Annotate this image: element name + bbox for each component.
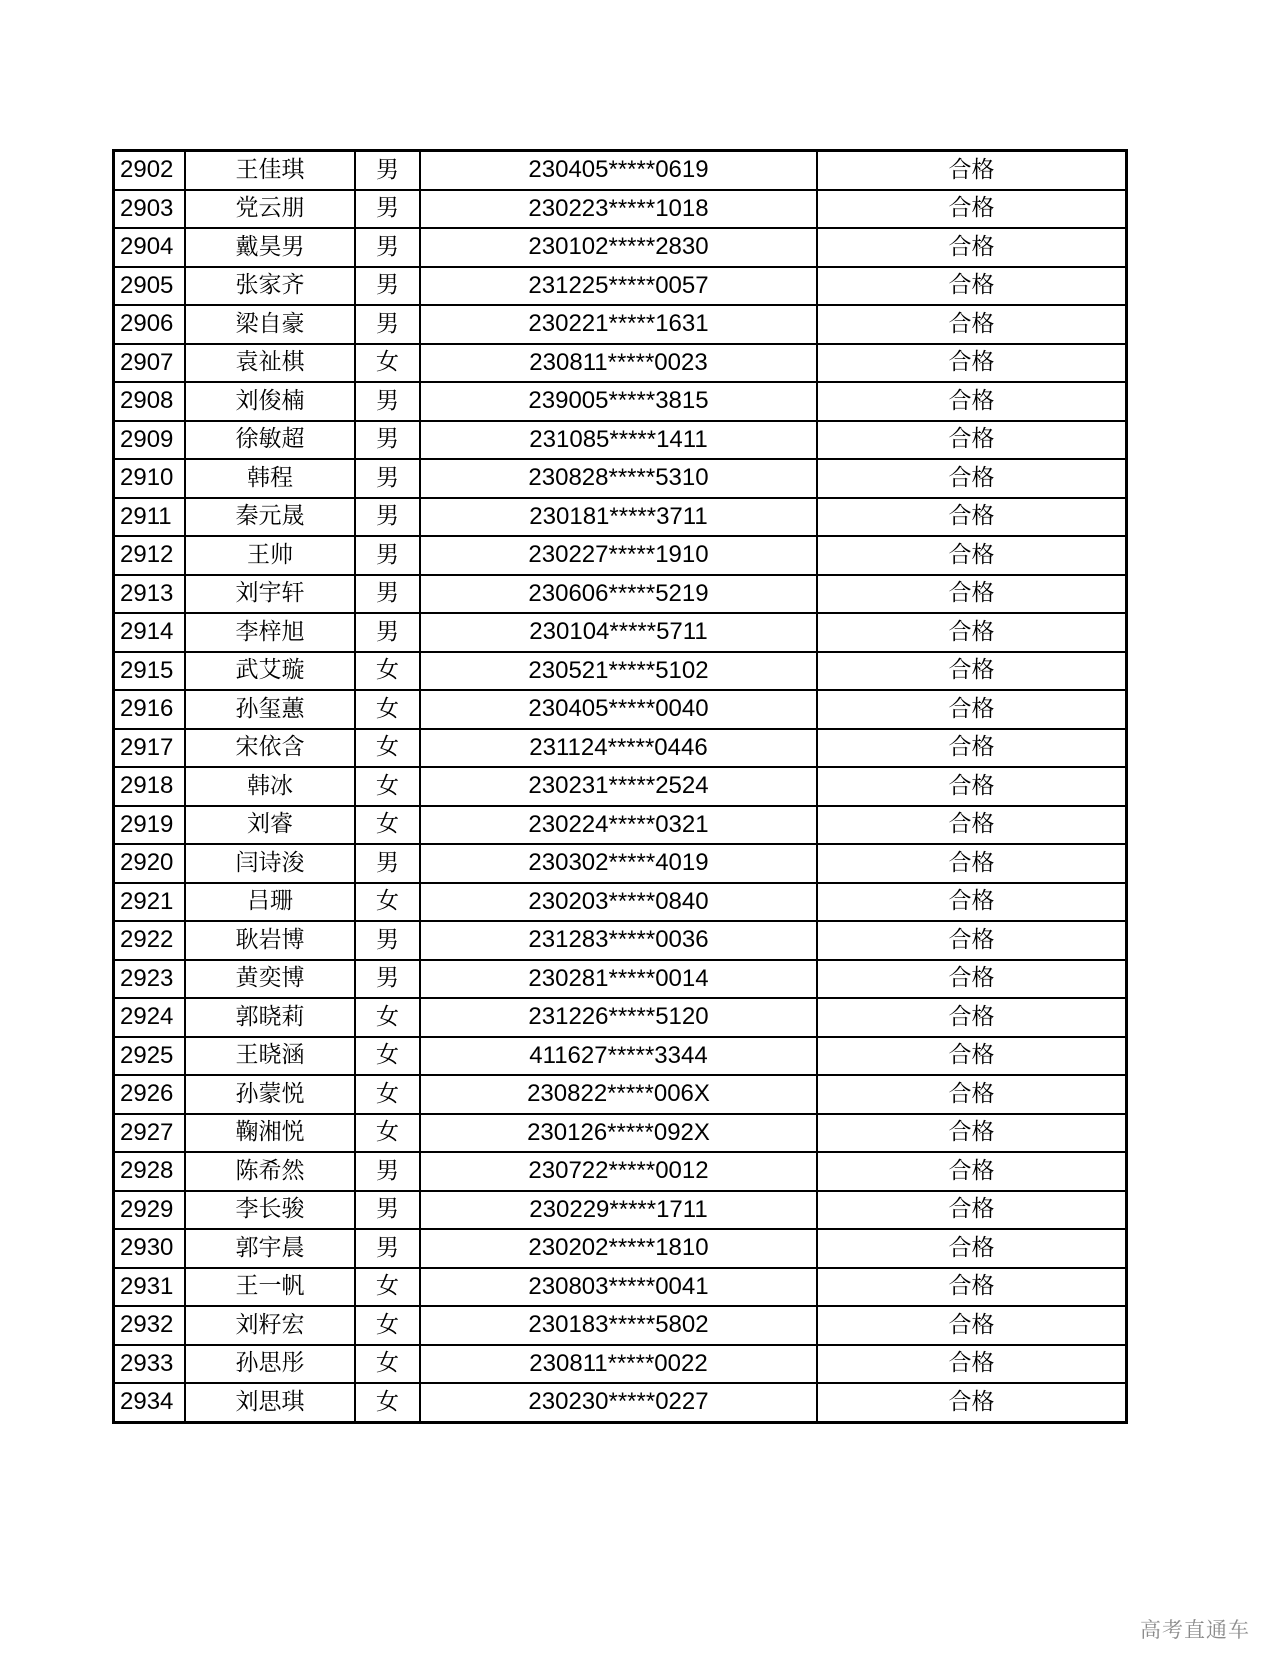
result-cell: 合格 — [817, 421, 1127, 460]
table-row — [114, 883, 1127, 922]
result-cell: 合格 — [817, 652, 1127, 691]
name-cell: 韩冰 — [185, 767, 355, 806]
id-number-cell: 230231*****2524 — [420, 767, 817, 806]
result-cell: 合格 — [817, 228, 1127, 267]
id-number-cell: 231283*****0036 — [420, 921, 817, 960]
result-cell: 合格 — [817, 382, 1127, 421]
gender-cell: 男 — [355, 613, 420, 652]
id-number-cell: 230224*****0321 — [420, 806, 817, 845]
id-number-cell: 230606*****5219 — [420, 575, 817, 614]
id-number-cell: 230828*****5310 — [420, 459, 817, 498]
table-row — [114, 421, 1127, 460]
gender-cell: 女 — [355, 729, 420, 768]
id-number-cell: 231226*****5120 — [420, 998, 817, 1037]
result-cell: 合格 — [817, 921, 1127, 960]
name-cell: 武艾璇 — [185, 652, 355, 691]
row-number-cell: 2928 — [114, 1152, 186, 1191]
result-cell: 合格 — [817, 305, 1127, 344]
name-cell: 王佳琪 — [185, 151, 355, 190]
id-number-cell: 230181*****3711 — [420, 498, 817, 537]
id-number-cell: 230405*****0040 — [420, 690, 817, 729]
gender-cell: 女 — [355, 1306, 420, 1345]
row-number-cell: 2930 — [114, 1229, 186, 1268]
result-cell: 合格 — [817, 729, 1127, 768]
table-row — [114, 1191, 1127, 1230]
gender-cell: 女 — [355, 1345, 420, 1384]
row-number-cell: 2919 — [114, 806, 186, 845]
id-number-cell: 230405*****0619 — [420, 151, 817, 190]
row-number-cell: 2908 — [114, 382, 186, 421]
row-number-cell: 2923 — [114, 960, 186, 999]
name-cell: 孙玺蕙 — [185, 690, 355, 729]
roster-table — [112, 149, 1128, 1424]
result-cell: 合格 — [817, 498, 1127, 537]
gender-cell: 女 — [355, 344, 420, 383]
gender-cell: 男 — [355, 267, 420, 306]
id-number-cell: 411627*****3344 — [420, 1037, 817, 1076]
result-cell: 合格 — [817, 1345, 1127, 1384]
result-cell: 合格 — [817, 1229, 1127, 1268]
row-number-cell: 2917 — [114, 729, 186, 768]
name-cell: 王晓涵 — [185, 1037, 355, 1076]
name-cell: 党云朋 — [185, 190, 355, 229]
name-cell: 王帅 — [185, 536, 355, 575]
gender-cell: 男 — [355, 421, 420, 460]
table-row — [114, 921, 1127, 960]
row-number-cell: 2915 — [114, 652, 186, 691]
name-cell: 刘俊楠 — [185, 382, 355, 421]
id-number-cell: 230202*****1810 — [420, 1229, 817, 1268]
id-number-cell: 231225*****0057 — [420, 267, 817, 306]
row-number-cell: 2927 — [114, 1114, 186, 1153]
table-row — [114, 228, 1127, 267]
id-number-cell: 230221*****1631 — [420, 305, 817, 344]
result-cell: 合格 — [817, 1075, 1127, 1114]
result-cell: 合格 — [817, 459, 1127, 498]
gender-cell: 男 — [355, 844, 420, 883]
table-row — [114, 729, 1127, 768]
result-cell: 合格 — [817, 536, 1127, 575]
row-number-cell: 2922 — [114, 921, 186, 960]
id-number-cell: 230521*****5102 — [420, 652, 817, 691]
result-cell: 合格 — [817, 267, 1127, 306]
gender-cell: 女 — [355, 998, 420, 1037]
name-cell: 闫诗浚 — [185, 844, 355, 883]
table-row — [114, 382, 1127, 421]
table-row — [114, 459, 1127, 498]
name-cell: 郭晓莉 — [185, 998, 355, 1037]
row-number-cell: 2914 — [114, 613, 186, 652]
row-number-cell: 2912 — [114, 536, 186, 575]
table-row — [114, 1152, 1127, 1191]
table-row — [114, 1383, 1127, 1422]
table-row — [114, 1345, 1127, 1384]
result-cell: 合格 — [817, 613, 1127, 652]
id-number-cell: 239005*****3815 — [420, 382, 817, 421]
id-number-cell: 230229*****1711 — [420, 1191, 817, 1230]
table-row — [114, 267, 1127, 306]
id-number-cell: 230223*****1018 — [420, 190, 817, 229]
result-cell: 合格 — [817, 960, 1127, 999]
gender-cell: 女 — [355, 652, 420, 691]
name-cell: 孙思彤 — [185, 1345, 355, 1384]
name-cell: 吕珊 — [185, 883, 355, 922]
name-cell: 王一帆 — [185, 1268, 355, 1307]
watermark-text: 高考直通车 — [1140, 1618, 1250, 1642]
table-row — [114, 844, 1127, 883]
id-number-cell: 231124*****0446 — [420, 729, 817, 768]
name-cell: 梁自豪 — [185, 305, 355, 344]
name-cell: 鞠湘悦 — [185, 1114, 355, 1153]
id-number-cell: 230227*****1910 — [420, 536, 817, 575]
result-cell: 合格 — [817, 998, 1127, 1037]
id-number-cell: 230230*****0227 — [420, 1383, 817, 1422]
row-number-cell: 2913 — [114, 575, 186, 614]
name-cell: 李梓旭 — [185, 613, 355, 652]
row-number-cell: 2904 — [114, 228, 186, 267]
name-cell: 郭宇晨 — [185, 1229, 355, 1268]
gender-cell: 男 — [355, 575, 420, 614]
table-row — [114, 613, 1127, 652]
row-number-cell: 2903 — [114, 190, 186, 229]
result-cell: 合格 — [817, 575, 1127, 614]
gender-cell: 女 — [355, 883, 420, 922]
row-number-cell: 2925 — [114, 1037, 186, 1076]
name-cell: 陈希然 — [185, 1152, 355, 1191]
table-row — [114, 652, 1127, 691]
id-number-cell: 230281*****0014 — [420, 960, 817, 999]
result-cell: 合格 — [817, 1037, 1127, 1076]
row-number-cell: 2916 — [114, 690, 186, 729]
result-cell: 合格 — [817, 190, 1127, 229]
table-row — [114, 190, 1127, 229]
result-cell: 合格 — [817, 151, 1127, 190]
result-cell: 合格 — [817, 1268, 1127, 1307]
result-cell: 合格 — [817, 344, 1127, 383]
result-cell: 合格 — [817, 690, 1127, 729]
table-row — [114, 344, 1127, 383]
result-cell: 合格 — [817, 1306, 1127, 1345]
table-row — [114, 1229, 1127, 1268]
row-number-cell: 2905 — [114, 267, 186, 306]
gender-cell: 男 — [355, 1152, 420, 1191]
row-number-cell: 2921 — [114, 883, 186, 922]
row-number-cell: 2931 — [114, 1268, 186, 1307]
name-cell: 戴昊男 — [185, 228, 355, 267]
gender-cell: 男 — [355, 228, 420, 267]
gender-cell: 男 — [355, 305, 420, 344]
row-number-cell: 2902 — [114, 151, 186, 190]
row-number-cell: 2909 — [114, 421, 186, 460]
id-number-cell: 230811*****0023 — [420, 344, 817, 383]
result-cell: 合格 — [817, 883, 1127, 922]
id-number-cell: 230811*****0022 — [420, 1345, 817, 1384]
id-number-cell: 230203*****0840 — [420, 883, 817, 922]
name-cell: 袁祉棋 — [185, 344, 355, 383]
table-row — [114, 1268, 1127, 1307]
result-cell: 合格 — [817, 1191, 1127, 1230]
table-row — [114, 1114, 1127, 1153]
name-cell: 秦元晟 — [185, 498, 355, 537]
gender-cell: 男 — [355, 190, 420, 229]
table-row — [114, 498, 1127, 537]
name-cell: 李长骏 — [185, 1191, 355, 1230]
result-cell: 合格 — [817, 1152, 1127, 1191]
gender-cell: 男 — [355, 151, 420, 190]
id-number-cell: 230102*****2830 — [420, 228, 817, 267]
gender-cell: 女 — [355, 806, 420, 845]
name-cell: 宋依含 — [185, 729, 355, 768]
id-number-cell: 230803*****0041 — [420, 1268, 817, 1307]
row-number-cell: 2911 — [114, 498, 186, 537]
table-row — [114, 960, 1127, 999]
id-number-cell: 230722*****0012 — [420, 1152, 817, 1191]
row-number-cell: 2918 — [114, 767, 186, 806]
gender-cell: 女 — [355, 767, 420, 806]
result-cell: 合格 — [817, 1383, 1127, 1422]
row-number-cell: 2906 — [114, 305, 186, 344]
id-number-cell: 230126*****092X — [420, 1114, 817, 1153]
row-number-cell: 2924 — [114, 998, 186, 1037]
gender-cell: 男 — [355, 921, 420, 960]
name-cell: 徐敏超 — [185, 421, 355, 460]
name-cell: 刘思琪 — [185, 1383, 355, 1422]
gender-cell: 女 — [355, 1075, 420, 1114]
name-cell: 刘籽宏 — [185, 1306, 355, 1345]
result-cell: 合格 — [817, 1114, 1127, 1153]
table-row — [114, 1075, 1127, 1114]
row-number-cell: 2907 — [114, 344, 186, 383]
gender-cell: 女 — [355, 690, 420, 729]
gender-cell: 女 — [355, 1268, 420, 1307]
table-row — [114, 767, 1127, 806]
table-row — [114, 998, 1127, 1037]
roster-table-body — [114, 151, 1127, 1423]
table-row — [114, 1037, 1127, 1076]
id-number-cell: 230822*****006X — [420, 1075, 817, 1114]
name-cell: 韩程 — [185, 459, 355, 498]
gender-cell: 男 — [355, 960, 420, 999]
id-number-cell: 230104*****5711 — [420, 613, 817, 652]
gender-cell: 男 — [355, 459, 420, 498]
name-cell: 刘睿 — [185, 806, 355, 845]
result-cell: 合格 — [817, 844, 1127, 883]
row-number-cell: 2929 — [114, 1191, 186, 1230]
id-number-cell: 230302*****4019 — [420, 844, 817, 883]
gender-cell: 男 — [355, 382, 420, 421]
gender-cell: 女 — [355, 1114, 420, 1153]
result-cell: 合格 — [817, 806, 1127, 845]
row-number-cell: 2932 — [114, 1306, 186, 1345]
name-cell: 张家齐 — [185, 267, 355, 306]
row-number-cell: 2934 — [114, 1383, 186, 1422]
row-number-cell: 2926 — [114, 1075, 186, 1114]
result-cell: 合格 — [817, 767, 1127, 806]
gender-cell: 女 — [355, 1037, 420, 1076]
table-row — [114, 305, 1127, 344]
name-cell: 黄奕博 — [185, 960, 355, 999]
table-row — [114, 690, 1127, 729]
name-cell: 耿岩博 — [185, 921, 355, 960]
table-row — [114, 1306, 1127, 1345]
gender-cell: 男 — [355, 1191, 420, 1230]
name-cell: 刘宇轩 — [185, 575, 355, 614]
gender-cell: 男 — [355, 498, 420, 537]
gender-cell: 男 — [355, 536, 420, 575]
id-number-cell: 230183*****5802 — [420, 1306, 817, 1345]
table-row — [114, 536, 1127, 575]
name-cell: 孙蒙悦 — [185, 1075, 355, 1114]
table-row — [114, 151, 1127, 190]
table-row — [114, 806, 1127, 845]
id-number-cell: 231085*****1411 — [420, 421, 817, 460]
row-number-cell: 2920 — [114, 844, 186, 883]
gender-cell: 男 — [355, 1229, 420, 1268]
row-number-cell: 2933 — [114, 1345, 186, 1384]
row-number-cell: 2910 — [114, 459, 186, 498]
table-row — [114, 575, 1127, 614]
gender-cell: 女 — [355, 1383, 420, 1422]
